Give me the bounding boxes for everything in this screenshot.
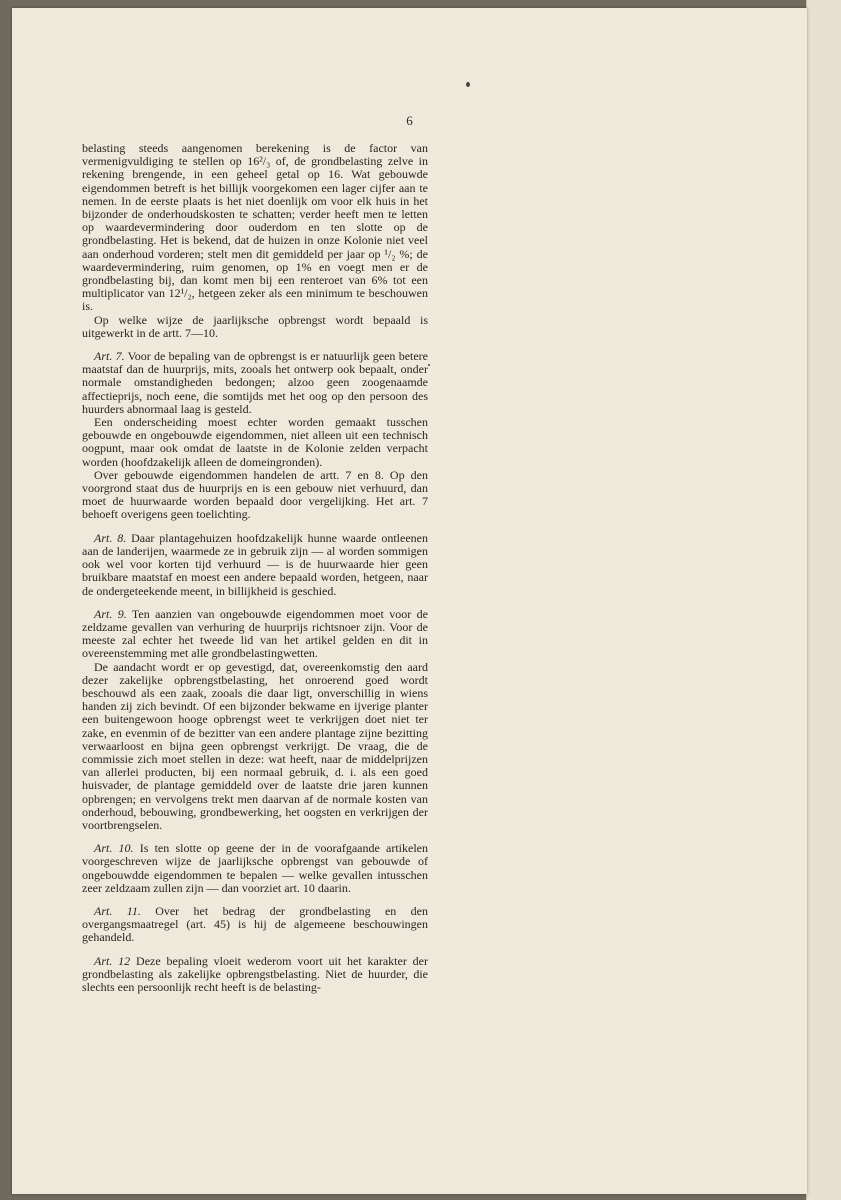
article-7-paragraph [82,350,428,416]
ink-speck [428,364,430,366]
article-9-paragraph [82,608,428,661]
article-12-number: Art. 12 [94,953,131,968]
article-11-text: Over het bedrag der grondbelasting en den overgangsmaatregel (art. 45) is hij de algemeene beschouwingen gehandeld. [82,903,428,945]
article-8-number: Art. 8. [94,530,127,545]
paragraph-5-text: Over gebouwde eigendommen handelen de artt. 7 en 8. Op den voorgrond staat dus de huurprijs en is een gebouw niet verhuurd, dan moet de huurwaarde worden bepaald door vergelijking. Het art. 7 behoeft overigens geen toelichting. [82,467,428,522]
article-7-number: Art. 7. [94,349,125,364]
paragraph-8 [82,661,428,833]
paragraph-4-text: Een onderscheiding moest echter worden gemaakt tusschen gebouwde en ongebouwde eigendommen, niet alleen uit een technisch oogpunt, maar ook omdat de laatste in de Kolonie zelden verpacht worden (hoofdzakelijk alleen de domeingronden). [82,415,428,469]
paragraph-2-text: Op welke wijze de jaarlijksche opbrengst wordt bepaald is uitgewerkt in de artt. 7—10. [82,312,428,340]
article-12-text: Deze bepaling vloeit wederom voort uit het karakter der grondbelasting als zakelijke opbrengstbelasting. Niet de huurder, die slechts een persoonlijk recht heeft is de belasting- [82,953,428,994]
article-10-text: Is ten slotte op geene der in de voorafgaande artikelen voorgeschreven wijze de jaarlijksche opbrengst van gebouwde of ongebouwdde eigendommen te bepalen — welke gevallen intusschen zeer zeldzaam zullen zijn — dan voorziet art. 10 daarin. [82,841,429,895]
article-12-paragraph [82,955,428,995]
paragraph-2 [82,314,428,340]
body-text [82,142,428,994]
article-7-text: Voor de bepaling van de opbrengst is er natuurlijk geen betere maatstaf dan de huurprijs, mits, zooals het ontwerp ook bepaalt, onder normale omstandigheden bedongen; alzoo geen zoogenaamde affectieprijs, noch eene, die somtijds met het oog op den persoon des huurders abnormaal laag is gesteld. [82,349,429,416]
next-page-edge [806,0,841,1200]
paragraph-1 [82,142,428,314]
paragraph-5 [82,469,428,522]
paragraph-8-text: De aandacht wordt er op gevestigd, dat, overeenkomstig den aard dezer zakelijke opbrengstbelasting, het onroerend goed wordt beschouwd als een zaak, zooals die daar ligt, onverschillig in wiens handen zij zich bevindt. Of een bijzonder bekwame en ijverige planter een buitengewoon hooge opbrengst weet te verkrijgen doet niet ter zake, en evenmin of de bezitter van een andere plantage zijne bezitting verwaarloost en bijna geen opbrengst verkrijgt. De vraag, die de commissie zich moet stellen in deze: wat heeft, naar de middelprijzen van allerlei producten, bij een normaal gebruik, d. i. als een goed huisvader, de plantage gemiddeld over de laatste drie jaren kunnen opbrengen; en vervolgens trekt men daarvan af de normale kosten van onderhoud, bebouwing, grondbewerking, het oogsten en verkrijgen der voortbrengselen. [82,659,428,832]
article-10-paragraph [82,842,428,895]
article-11-number: Art. 11. [94,903,141,918]
paragraph-1-text: belasting steeds aangenomen berekening is de factor van vermenigvuldiging te stellen op 16²/₃ of, de grondbelasting zelve in rekening brengende, in een geheel getal op 16. Wat gebouwde eigendommen betreft is het billijk voorgekomen een lager cijfer aan te nemen. In de eerste plaats is het niet doenlijk om voor elk huis in het bijzonder de onderhoudskosten te schatten; verder heeft men te letten op waardevermindering door ouderdom en ten slotte op de grondbelasting. Het is bekend, dat de huizen in onze Kolonie niet veel aan onderhoud vorderen; stelt men dit gemiddeld per jaar op ¹/₂ %; de waardevermindering, ruim genomen, op 1% en voegt men er de grondbelasting bij, dan komt men bij een renteroet van 6% tot een multiplicator van 12¹/₂, hetgeen zeker als een minimum te beschouwen is. [82,141,428,314]
article-8-paragraph [82,532,428,598]
article-9-text: Ten aanzien van ongebouwde eigendommen moet voor de zeldzame gevallen van verhuring de huurprijs richtsnoer zijn. Voor de meeste zal echter het tweede lid van het artikel gelden en dit in overeenstemming met alle grondbelastingwetten. [82,606,428,661]
ink-speck [466,82,470,87]
paragraph-4 [82,416,428,469]
article-9-number: Art. 9. [94,606,127,621]
article-11-paragraph [82,905,428,945]
article-10-number: Art. 10. [94,841,134,856]
article-8-text: Daar plantagehuizen hoofdzakelijk hunne waarde ontleenen aan de landerijen, waarmede ze in gebruik zijn — al worden sommigen ook wel voor korten tijd verhuurd — is de huurwaarde hier geen bruikbare maatstaf en moest een andere bepaald worden, hetgeen, naar de ondergeteekende meent, in billijkheid is geschied. [82,530,428,598]
document-page [12,8,807,1194]
page-number: 6 [406,113,413,128]
